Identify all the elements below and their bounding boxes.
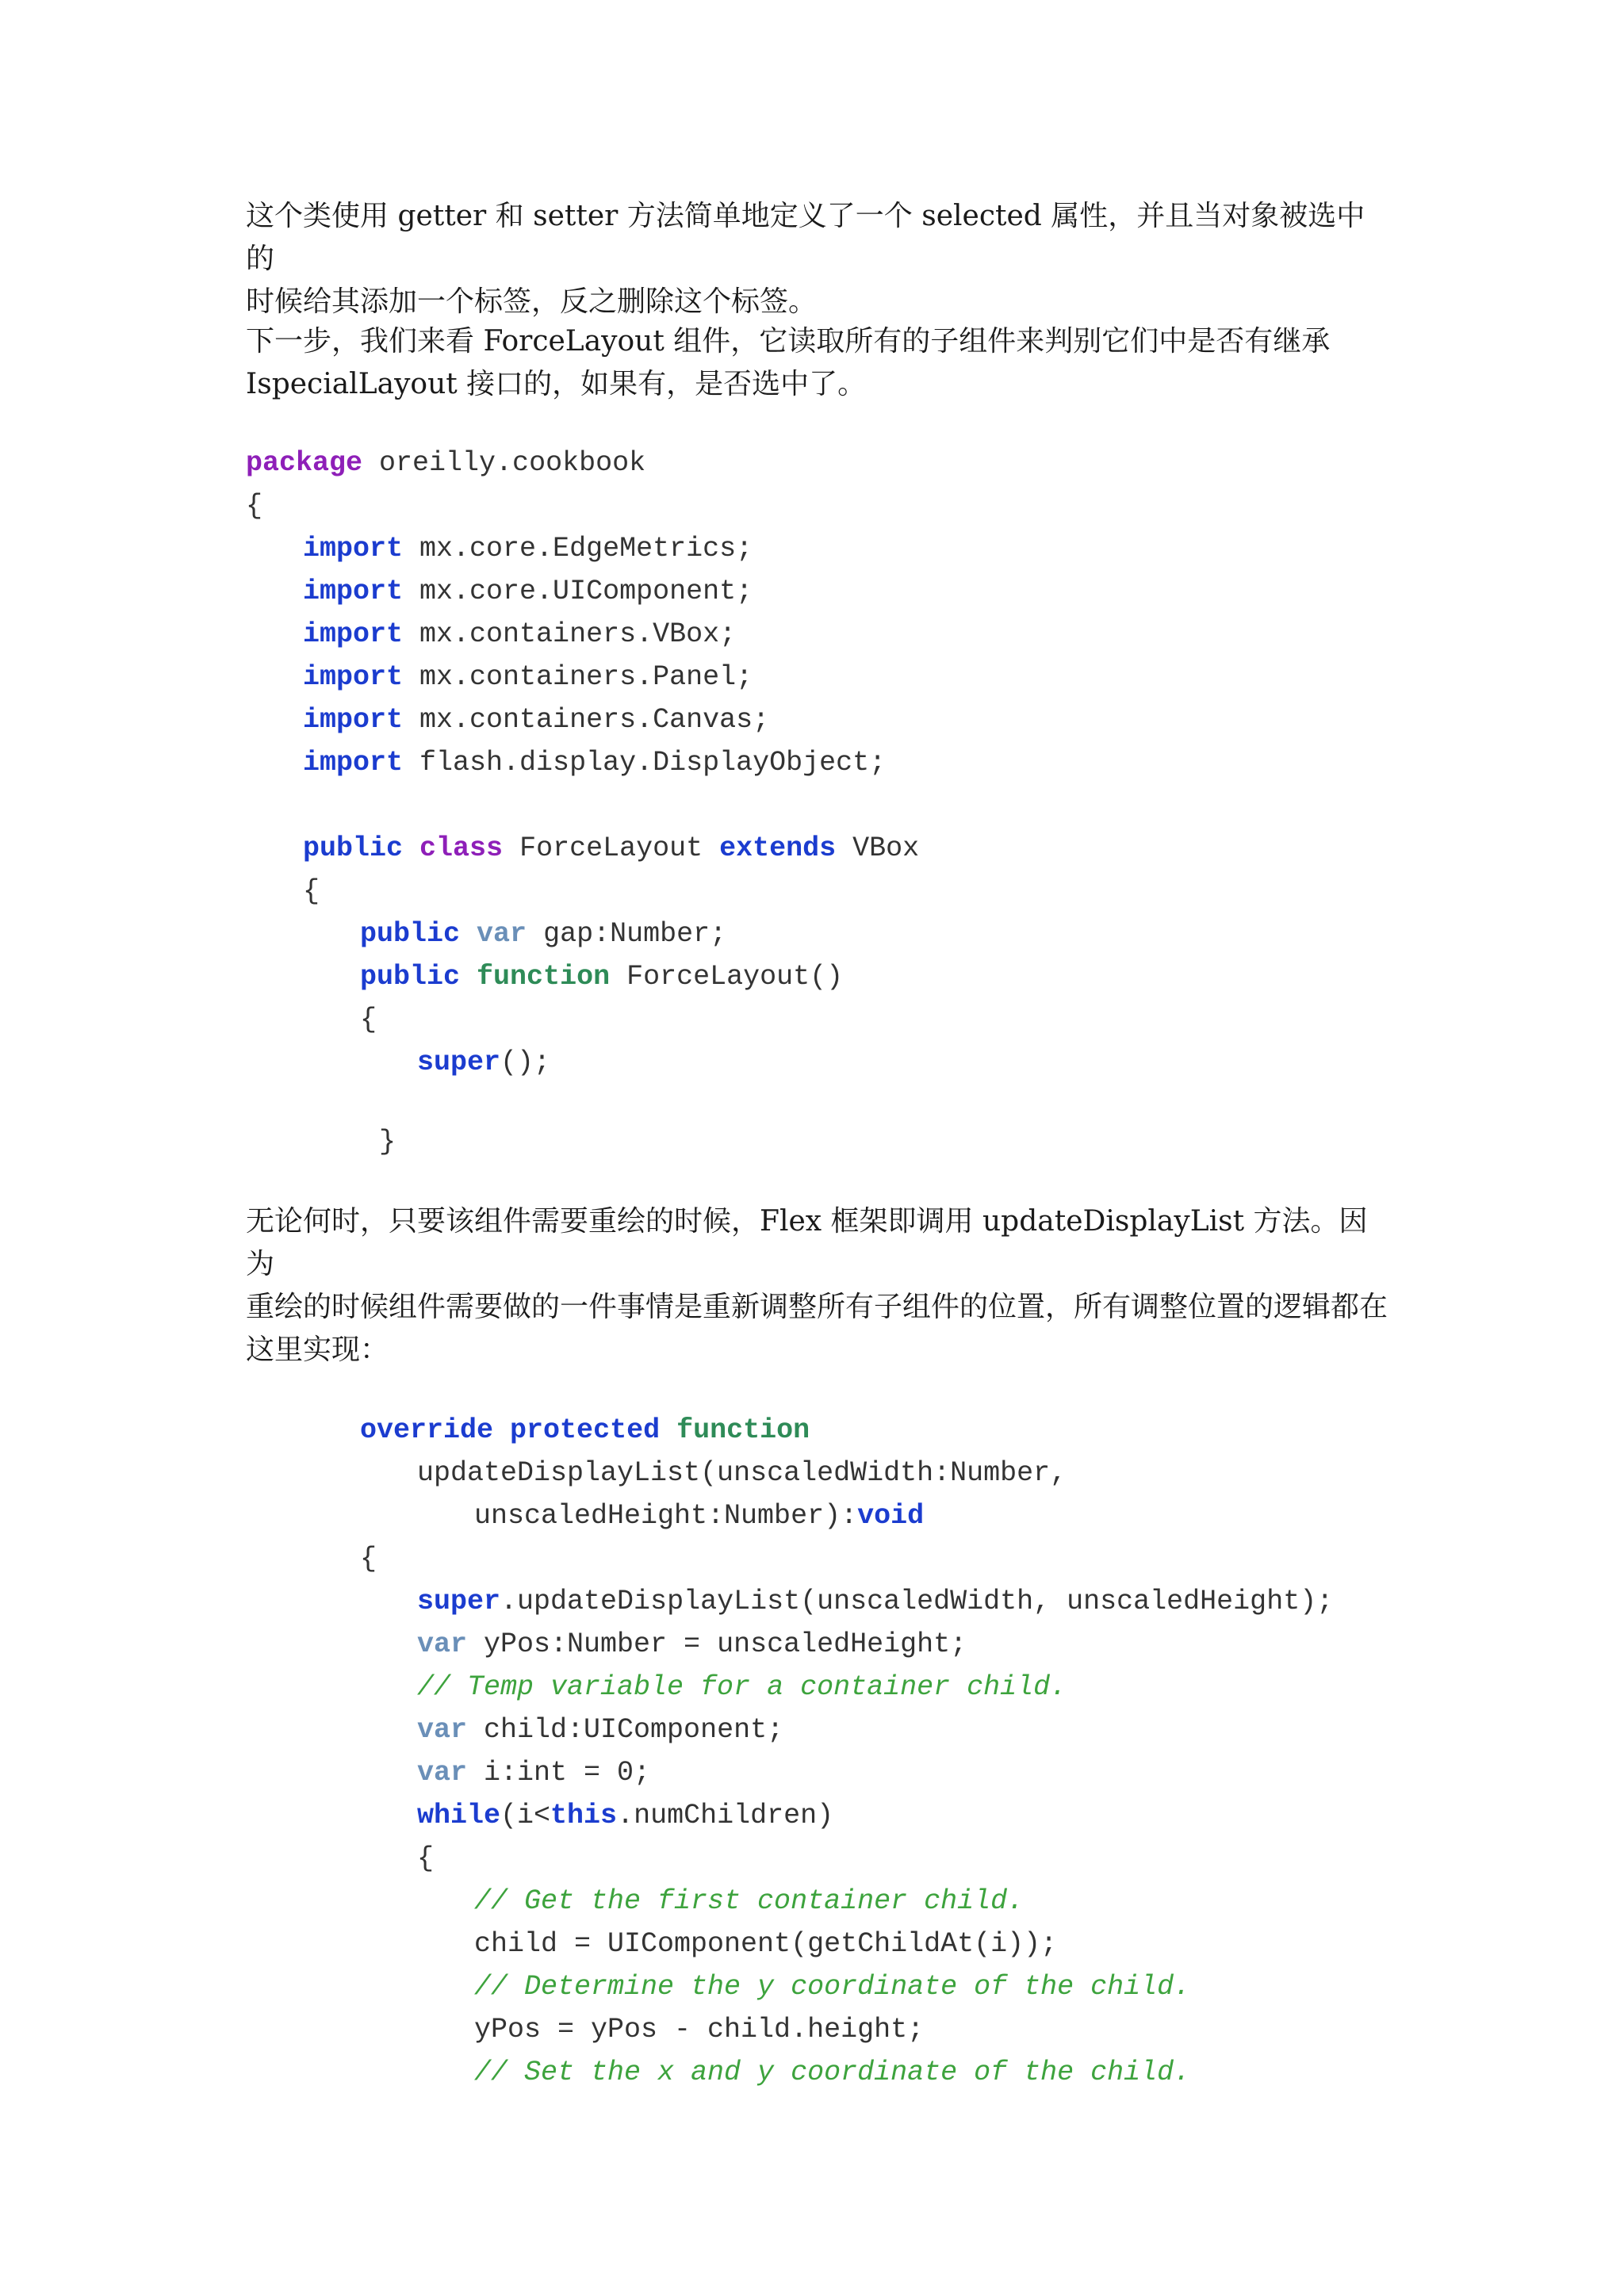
code-line-override-decl xyxy=(360,1414,810,1446)
class-name: ForceLayout xyxy=(503,832,720,864)
code-comment-temp: // Temp variable for a container child. xyxy=(417,1671,1067,1703)
keyword-import: import xyxy=(303,576,404,607)
super-call-args: (); xyxy=(500,1047,551,1078)
paragraph-1-line-1: 这个类使用 getter 和 setter 方法简单地定义了一个 selected 属性，并且当对象被选中的 xyxy=(246,200,1365,275)
keyword-override: override xyxy=(360,1414,494,1446)
keyword-this: this xyxy=(550,1800,618,1831)
code-line-ypos-decl xyxy=(417,1628,967,1660)
paragraph-2-line-1: 下一步，我们来看 ForceLayout 组件，它读取所有的子组件来判别它们中是否有继承 xyxy=(246,325,1331,358)
keyword-super: super xyxy=(417,1047,501,1078)
while-condition-start: (i< xyxy=(500,1800,551,1831)
code-line-update-signature: updateDisplayList(unscaledWidth:Number, xyxy=(417,1457,1067,1489)
paragraph-3-line-1: 无论何时，只要该组件需要重绘的时候，Flex 框架即调用 updateDisplayList 方法。因为 xyxy=(246,1205,1368,1280)
keyword-var: var xyxy=(417,1757,468,1789)
keyword-var: var xyxy=(417,1628,468,1660)
import-path: mx.containers.Panel; xyxy=(403,661,753,693)
paragraph-1-line-2: 时候给其添加一个标签，反之删除这个标签。 xyxy=(246,285,818,318)
paragraph-3-line-2: 重绘的时候组件需要做的一件事情是重新调整所有子组件的位置，所有调整位置的逻辑都在 xyxy=(246,1291,1388,1323)
keyword-function: function xyxy=(477,961,611,993)
code-line-brace: { xyxy=(360,1004,377,1035)
constructor-name: ForceLayout() xyxy=(610,961,844,993)
keyword-while: while xyxy=(417,1800,501,1831)
code-line-super-update xyxy=(417,1586,1333,1617)
code-line-while xyxy=(417,1800,833,1831)
import-path: mx.containers.VBox; xyxy=(403,618,737,650)
code-comment-set: // Set the x and y coordinate of the child. xyxy=(474,2057,1191,2088)
ypos-declaration: yPos:Number = unscaledHeight; xyxy=(467,1628,967,1660)
code-line-brace: { xyxy=(246,490,263,522)
code-comment-get: // Get the first container child. xyxy=(474,1885,1025,1917)
signature-params: unscaledHeight:Number): xyxy=(474,1500,858,1532)
gap-declaration: gap:Number; xyxy=(527,918,727,950)
while-condition-end: .numChildren) xyxy=(617,1800,834,1831)
keyword-public: public xyxy=(360,961,461,993)
code-line-i-decl xyxy=(417,1757,650,1789)
keyword-import: import xyxy=(303,704,404,736)
keyword-var: var xyxy=(417,1714,468,1746)
paragraph-2-line-2: IspecialLayout 接口的，如果有，是否选中了。 xyxy=(246,368,867,400)
code-line-ypos-assign: yPos = yPos - child.height; xyxy=(474,2014,925,2045)
child-declaration: child:UIComponent; xyxy=(467,1714,784,1746)
keyword-class: class xyxy=(419,832,504,864)
import-path: mx.core.EdgeMetrics; xyxy=(403,533,753,564)
keyword-extends: extends xyxy=(719,832,837,864)
i-declaration: i:int = 0; xyxy=(467,1757,651,1789)
keyword-package: package xyxy=(246,447,363,479)
code-line-brace: } xyxy=(379,1126,396,1158)
code-comment-determine: // Determine the y coordinate of the child. xyxy=(474,1971,1191,2003)
package-name: oreilly.cookbook xyxy=(362,447,646,479)
keyword-super: super xyxy=(417,1586,501,1617)
keyword-import: import xyxy=(303,661,404,693)
keyword-function: function xyxy=(676,1414,810,1446)
code-line-update-signature-cont xyxy=(474,1500,924,1532)
keyword-import: import xyxy=(303,618,404,650)
keyword-protected: protected xyxy=(510,1414,661,1446)
code-line-child-assign: child = UIComponent(getChildAt(i)); xyxy=(474,1928,1058,1960)
code-line-brace: { xyxy=(303,875,320,907)
code-block-2 xyxy=(246,0,1388,2296)
import-path: flash.display.DisplayObject; xyxy=(403,747,887,779)
keyword-import: import xyxy=(303,533,404,564)
code-line-brace: { xyxy=(417,1843,435,1874)
import-path: mx.containers.Canvas; xyxy=(403,704,770,736)
base-class-name: VBox xyxy=(836,832,920,864)
import-path: mx.core.UIComponent; xyxy=(403,576,753,607)
paragraph-3-line-3: 这里实现： xyxy=(246,1334,389,1366)
keyword-public: public xyxy=(303,832,404,864)
code-line-child-decl xyxy=(417,1714,783,1746)
keyword-var: var xyxy=(477,918,527,950)
keyword-import: import xyxy=(303,747,404,779)
code-line-brace: { xyxy=(360,1543,377,1575)
keyword-void: void xyxy=(857,1500,925,1532)
keyword-public: public xyxy=(360,918,461,950)
super-update-call: .updateDisplayList(unscaledWidth, unscaledHeight); xyxy=(500,1586,1334,1617)
